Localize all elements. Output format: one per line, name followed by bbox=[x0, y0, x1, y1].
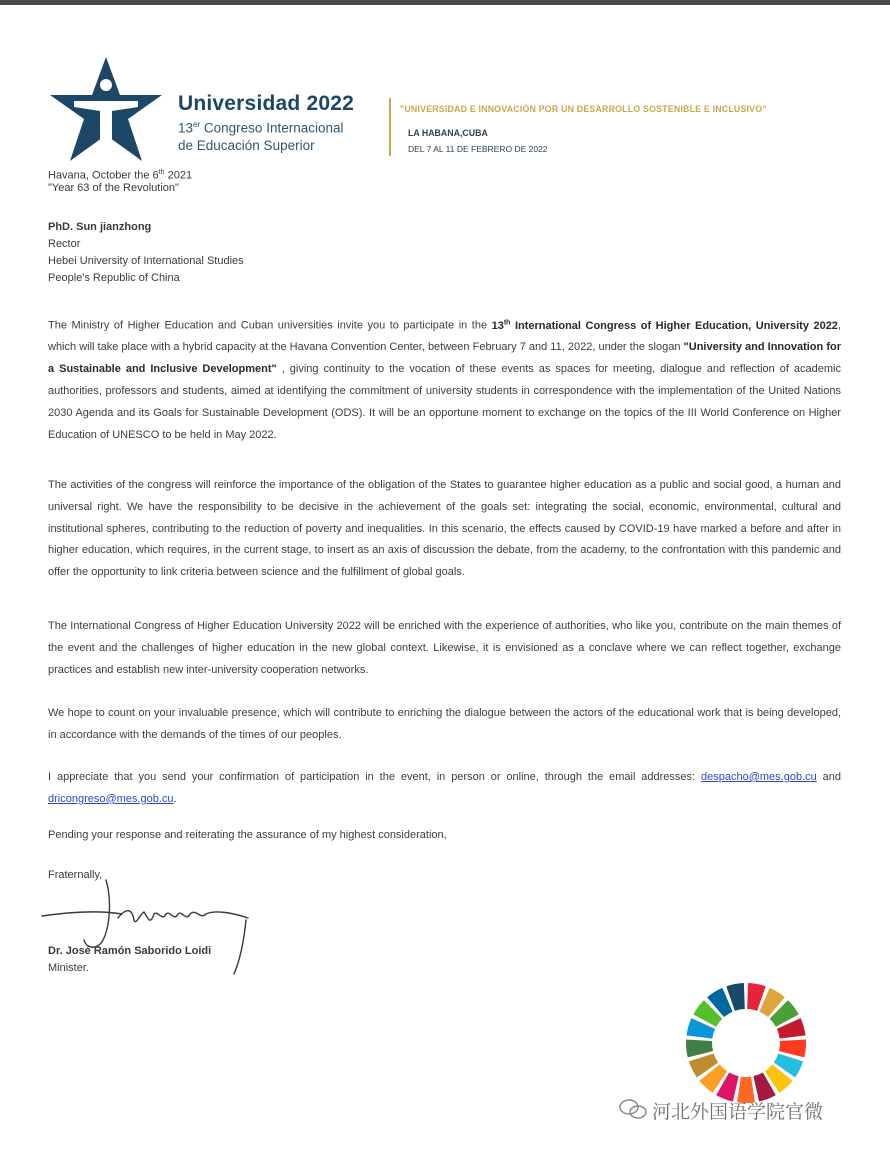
wechat-icon bbox=[618, 1098, 648, 1120]
brand-subtitle-1 bbox=[178, 116, 354, 137]
header-place: LA HABANA,CUBA bbox=[408, 128, 488, 138]
p1-congress-number: 13 bbox=[491, 319, 504, 332]
p5-and: and bbox=[816, 771, 841, 783]
p1-slogan: "University and Innovation for a Sustainable and Inclusive Development" bbox=[48, 341, 841, 376]
signer-title: Minister. bbox=[48, 962, 89, 974]
p1-congress-sup: th bbox=[503, 319, 511, 326]
recipient-block bbox=[48, 219, 244, 287]
date-text: Havana, October the 6 bbox=[48, 169, 159, 182]
p5-end: . bbox=[173, 792, 177, 805]
header-dates: DEL 7 AL 11 DE FEBRERO DE 2022 bbox=[408, 144, 548, 154]
signer-block bbox=[48, 943, 211, 977]
header-slogan: "UNIVERSIDAD E INNOVACIÓN POR UN DESARROLLO SOSTENIBLE E INCLUSIVO" bbox=[400, 104, 767, 114]
brand-title: Universidad 2022 bbox=[178, 92, 354, 115]
paragraph-1 bbox=[48, 312, 841, 446]
recipient-country: People's Republic of China bbox=[48, 272, 180, 284]
brand-congress-sup: er bbox=[193, 120, 201, 129]
sdg-color-wheel-icon bbox=[683, 980, 809, 1106]
date-year: 2021 bbox=[164, 169, 193, 182]
brand-block bbox=[178, 92, 354, 154]
year-note: "Year 63 of the Revolution" bbox=[48, 182, 179, 194]
paragraph-4: We hope to count on your invaluable presence, which will contribute to enriching the dialogue between the actors of the educational work that is being developed, in accordance with the demands of the times of our peoples. bbox=[48, 707, 841, 741]
watermark-text: 河北外国语学院官微 bbox=[652, 1101, 824, 1123]
brand-congress-number: 13 bbox=[178, 120, 194, 136]
recipient-name: PhD. Sun jianzhong bbox=[48, 221, 152, 233]
p1-text-c: , which will take place with a hybrid capacity at the Havana Convention Center, between February 7 and 11, 2022, under the slogan bbox=[48, 319, 841, 354]
p1-congress-rest: International Congress of Higher Education, University 2022 bbox=[510, 319, 838, 332]
header-divider bbox=[389, 98, 391, 156]
sdg-segment bbox=[779, 1040, 806, 1058]
recipient-org: Hebei University of International Studies bbox=[48, 255, 244, 267]
p1-text-e: , giving continuity to the vocation of these events as spaces for meeting, dialogue and reflection of academic authorities, professors and students, aimed at identifying the commitment of university students in correspondence with the implementation of the United Nations 2030 Agenda and its Goals for Sustainable Development (ODS). It will be an opportune moment to exchange on the topics of the III World Conference on Higher Education of UNESCO to be held in May 2022. bbox=[48, 363, 841, 441]
top-border bbox=[0, 0, 890, 5]
signer-name: Dr. José Ramón Saborido Loidi bbox=[48, 945, 212, 957]
star-cross-figure-icon bbox=[44, 55, 168, 165]
date-sup: th bbox=[158, 169, 165, 176]
recipient-title: Rector bbox=[48, 238, 81, 250]
paragraph-2: The activities of the congress will reinforce the importance of the obligation of the States to guarantee higher education as a public and social good, a human and universal right. We have the responsibility to be decisive in the achievement of the goals set: integrating the social, economic, environmental, cultural and institutional spheres, contributing to the reduction of poverty and inequalities. In this scenario, the effects caused by COVID-19 have marked a before and after in higher education, which requires, in the current stage, to insert as an axis of discussion the debate, from the academy, to the confrontation with this pandemic and offer the opportunity to link criteria between science and the fulfillment of global goals. bbox=[48, 479, 841, 579]
sdg-segment bbox=[686, 1040, 713, 1058]
paragraph-6: Pending your response and reiterating the assurance of my highest consideration, bbox=[48, 829, 447, 841]
p5-text: I appreciate that you send your confirmation of participation in the event, in person or online, through the email addresses: bbox=[48, 771, 701, 783]
p1-congress-name bbox=[492, 320, 838, 332]
closing: Fraternally, bbox=[48, 869, 103, 881]
brand-congress-text: Congreso Internacional bbox=[200, 120, 344, 136]
paragraph-3: The International Congress of Higher Education University 2022 will be enriched with the experience of authorities, who like you, contribute on the main themes of the event and the challenges of higher education in the new global context. Likewise, it is envisioned as a conclave where we can reflect together, exchange practices and establish new inter-university cooperation networks. bbox=[48, 620, 841, 676]
email-link-dricongreso[interactable]: dricongreso@mes.gob.cu bbox=[48, 792, 174, 805]
paragraph-5 bbox=[48, 767, 841, 811]
brand-subtitle-2: de Educación Superior bbox=[178, 137, 315, 153]
p1-text-a: The Ministry of Higher Education and Cuban universities invite you to participate in the bbox=[48, 319, 492, 332]
email-link-despacho[interactable]: despacho@mes.gob.cu bbox=[701, 771, 817, 783]
